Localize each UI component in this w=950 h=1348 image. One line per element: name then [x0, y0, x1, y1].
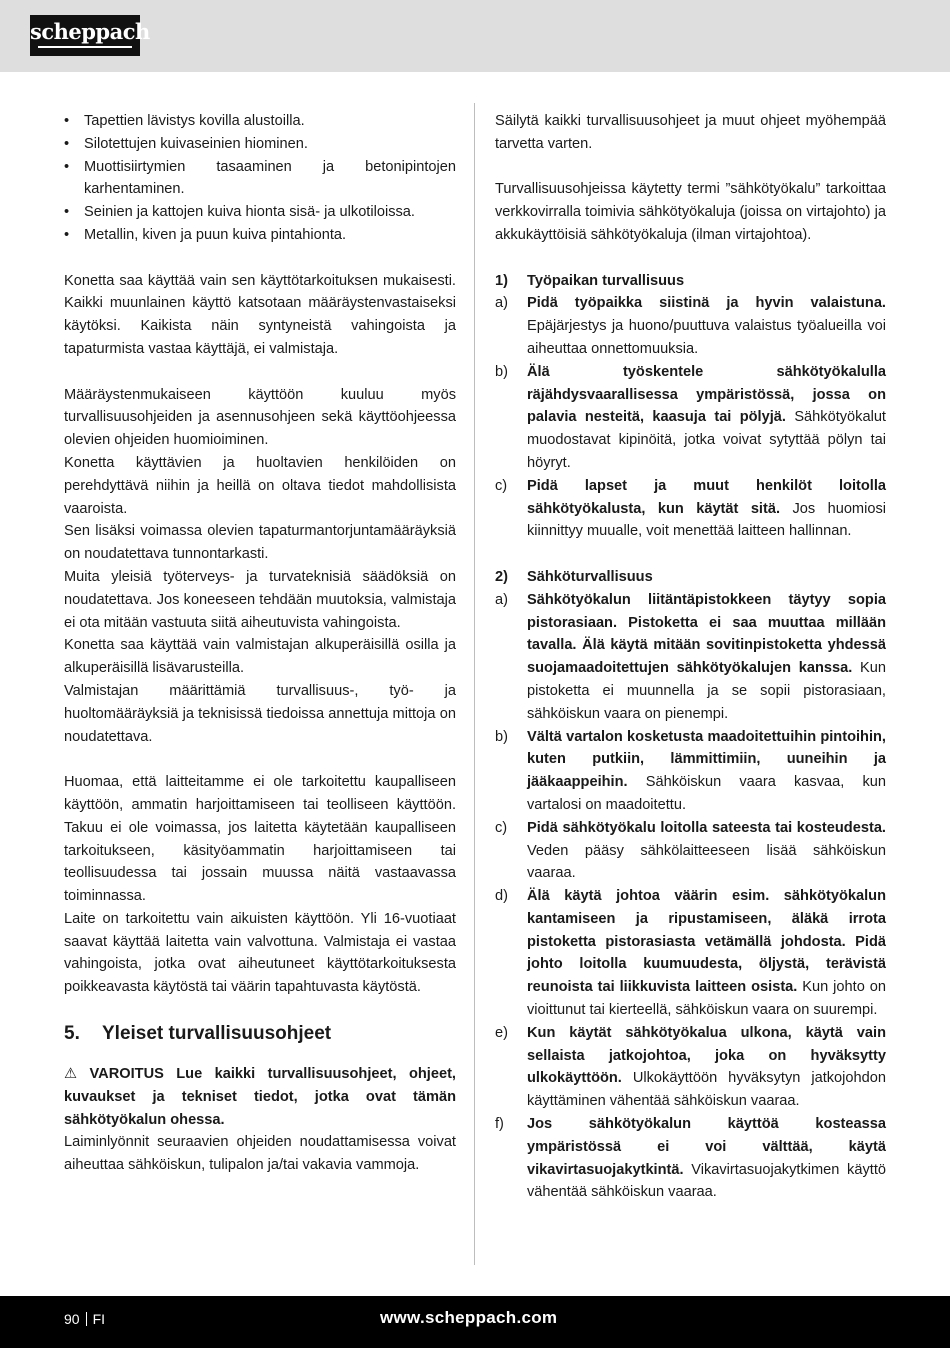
item-bold-text: Kun käytät sähkötyökalua ulkona, käytä vain sellaista jatkojohtoa, joka on hyväksytty ulkokäyttöön.	[527, 1024, 886, 1087]
list-item	[64, 156, 456, 202]
list-item	[495, 726, 886, 817]
item-letter: d)	[495, 888, 508, 905]
warranty-paragraph: Laite on tarkoitettu vain aikuisten käyttöön. Yli 16-vuotiaat saavat käyttää laitetta vain valvottuna. Valmistaja ei vastaa vahingoista, jotka ovat aiheutuneet käyttötarkoituksesta poikkeavasta käytöstä tai väärin tapahtuvasta käytöstä.	[64, 910, 456, 996]
item-letter: c)	[495, 477, 508, 494]
logo-underline	[38, 46, 132, 48]
list-item	[64, 201, 456, 224]
list-item	[495, 1022, 886, 1113]
use-bullet-list	[64, 110, 456, 247]
list-item	[495, 589, 886, 726]
item-text: Vikavirtasuojakytkimen käyttö vähentää sähköiskun vaaraa.	[527, 1161, 886, 1201]
subsection-heading	[495, 270, 886, 293]
warning-icon: ⚠	[64, 1066, 78, 1083]
warranty-paragraph: Huomaa, että laitteitamme ei ole tarkoitettu kaupalliseen käyttöön, ammatin harjoittamiseen tai teolliseen käyttöön. Takuu ei ole voimassa, jos laitetta käytetään kaupalliseen tarkoitukseen, käsityöammatin harjoittamiseen tai teollisuudessa tai jossain muussa näitä vastaavassa toiminnassa.	[64, 774, 456, 905]
item-letter: a)	[495, 591, 508, 608]
item-text: Ulkokäyttöön hyväksytyn jatkojohdon käyttäminen vähentää sähköiskun vaaraa.	[527, 1070, 886, 1110]
subsection-title: Sähköturvallisuus	[527, 568, 653, 585]
rules-paragraph: Sen lisäksi voimassa olevien tapaturmantorjuntamääräyksiä on noudatettava tunnontarkasti.	[64, 523, 456, 563]
right-column	[495, 110, 886, 1204]
rules-paragraph: Valmistajan määrittämiä turvallisuus-, työ- ja huoltomääräyksiä ja teknisissä tiedoissa annettuja mittoja on noudatettava.	[64, 682, 456, 745]
scheppach-logo	[30, 15, 150, 56]
list-item	[495, 1113, 886, 1204]
bullet-text: Tapettien lävistys kovilla alustoilla.	[84, 113, 305, 129]
bullet-dot: •	[64, 226, 70, 243]
rules-paragraph: Määräystenmukaiseen käyttöön kuuluu myös turvallisuusohjeiden ja asennusohjeen sekä käyttöohjeessa olevien ohjeiden huomioiminen.	[64, 386, 456, 449]
intro-paragraph: Turvallisuusohjeissa käytetty termi ”sähkötyökalu” tarkoittaa verkkovirralla toimivia sähkötyökaluja (joissa on virtajohto) ja akkukäyttöisiä sähkötyökaluja (ilman virtajohtoa).	[495, 181, 886, 243]
list-item	[64, 224, 456, 247]
subsection-number: 2)	[495, 568, 508, 585]
subsection-number: 1)	[495, 272, 508, 289]
item-text: Kun johto on vioittunut tai kierteellä, sähköiskun vaara on suurempi.	[527, 979, 886, 1019]
page-number: 90	[64, 1311, 80, 1327]
bullet-text: Silotettujen kuivaseinien hiominen.	[84, 135, 308, 152]
section-heading	[64, 1021, 456, 1047]
item-bold-text: Vältä vartalon kosketusta maadoitettuihin pintoihin, kuten putkiin, lämmittimiin, uuneihin ja jääkaappeihin.	[527, 728, 886, 791]
section-title-text: Yleiset turvallisuusohjeet	[102, 1023, 332, 1045]
item-text: Jos huomiosi kiinnittyy muualle, voit menettää laitteen hallinnan.	[527, 500, 886, 540]
bullet-text: Seinien ja kattojen kuiva hionta sisä- ja ulkotiloissa.	[84, 204, 415, 221]
logo-text: scheppach	[30, 19, 150, 44]
section-number: 5.	[64, 1023, 80, 1045]
item-text: Kun pistoketta ei muunnella ja se sopii pistorasiaan, sähköiskun vaara on pienempi.	[527, 660, 887, 722]
intro-paragraph: Säilytä kaikki turvallisuusohjeet ja muut ohjeet myöhempää tarvetta varten.	[495, 113, 886, 152]
left-column	[64, 110, 456, 1177]
page-footer	[0, 1296, 950, 1348]
page-header	[0, 0, 950, 72]
page-number-label	[64, 1311, 105, 1327]
bullet-dot: •	[64, 204, 70, 221]
item-letter: c)	[495, 819, 508, 836]
bullet-dot: •	[64, 135, 70, 152]
item-bold-text: Jos sähkötyökalun käyttöä kosteassa ympäristössä ei voi välttää, käytä vikavirtasuojakytkintä.	[527, 1116, 886, 1178]
list-item	[64, 133, 456, 156]
item-bold-text: Älä työskentele sähkötyökalulla räjähdysvaarallisessa ympäristössä, jossa on palavia nesteitä, kaasuja tai pölyjä.	[527, 363, 886, 426]
item-text: Epäjärjestys ja huono/puuttuva valaistus työalueilla voi aiheuttaa onnettomuuksia.	[527, 318, 886, 357]
item-letter: f)	[495, 1116, 504, 1133]
warning-text: VAROITUS Lue kaikki turvallisuusohjeet, ohjeet, kuvaukset ja tekniset tiedot, jotka ovat tämän sähkötyökalun ohessa.	[64, 1066, 456, 1128]
page-separator	[86, 1312, 87, 1326]
list-item	[495, 475, 886, 543]
item-bold-text: Pidä lapset ja muut henkilöt loitolla sähkötyökalusta, kun käytät sitä.	[527, 477, 886, 517]
intended-use-paragraph: Konetta saa käyttää vain sen käyttötarkoituksen mukaisesti. Kaikki muunlainen käyttö katsotaan määräystenvastaiseksi käytöksi. Kaikista näin syntyneistä vahingoista ja tapaturmista vastaa käyttäjä, ei valmistaja.	[64, 272, 456, 357]
item-bold-text: Pidä työpaikka siistinä ja hyvin valaistuna.	[527, 295, 886, 312]
bullet-text: Muottisiirtymien tasaaminen ja betonipintojen karhentaminen.	[84, 158, 456, 198]
column-divider	[474, 103, 475, 1265]
item-text: Sähköiskun vaara kasvaa, kun vartalosi on maadoitettu.	[527, 774, 886, 813]
warning-consequence: Laiminlyönnit seuraavien ohjeiden noudattamisessa voivat aiheuttaa sähköiskun, tulipalon ja/tai vakavia vammoja.	[64, 1134, 456, 1174]
item-letter: b)	[495, 728, 508, 745]
item-letter: a)	[495, 295, 508, 312]
list-item	[495, 885, 886, 1022]
warning-statement	[64, 1063, 456, 1131]
list-item	[495, 361, 886, 475]
item-text: Sähkötyökalut muodostavat kipinöitä, jotka voivat sytyttää pölyn tai höyryt.	[527, 409, 886, 471]
list-item	[64, 110, 456, 133]
bullet-dot: •	[64, 113, 70, 129]
language-code: FI	[92, 1311, 106, 1327]
item-bold-text: Sähkötyökalun liitäntäpistokkeen täytyy sopia pistorasiaan. Pistoketta ei saa muuttaa millään tavalla. Älä käytä mitään sovitinpistoketta yhdessä suojamaadoitettujen sähkötyökalujen kanssa.	[527, 591, 886, 677]
item-bold-text: Älä käytä johtoa väärin esim. sähkötyökalun kantamiseen ja ripustamiseen, äläkä irrota pistoketta pistorasiasta vetämällä johdosta. Pidä johto loitolla kuumuudesta, öljystä, terävistä reunoista tai liikkuvista laitteen osista.	[527, 888, 886, 996]
item-text: Veden pääsy sähkölaitteeseen lisää sähköiskun vaaraa.	[527, 842, 886, 882]
item-letter: e)	[495, 1024, 508, 1041]
list-item	[495, 817, 886, 885]
subsection-heading	[495, 566, 886, 589]
rules-paragraph: Konetta saa käyttää vain valmistajan alkuperäisillä osilla ja alkuperäisillä lisävarusteilla.	[64, 637, 456, 677]
website-link[interactable]: www.scheppach.com	[380, 1308, 558, 1327]
rules-paragraph: Konetta käyttävien ja huoltavien henkilöiden on perehdyttävä niihin ja heillä on oltava tiedot mahdollisista vaaroista.	[64, 454, 456, 517]
item-letter: b)	[495, 363, 508, 380]
bullet-text: Metallin, kiven ja puun kuiva pintahionta.	[84, 226, 347, 243]
item-bold-text: Pidä sähkötyökalu loitolla sateesta tai kosteudesta.	[527, 819, 886, 836]
subsection-title: Työpaikan turvallisuus	[527, 272, 685, 289]
list-item	[495, 292, 886, 360]
bullet-dot: •	[64, 158, 70, 175]
rules-paragraph: Muita yleisiä työterveys- ja turvateknisiä säädöksiä on noudatettava. Jos koneeseen tehdään muutoksia, valmistaja ei ota mitään vastuuta siitä aiheutuvista vahingoista.	[64, 568, 456, 631]
